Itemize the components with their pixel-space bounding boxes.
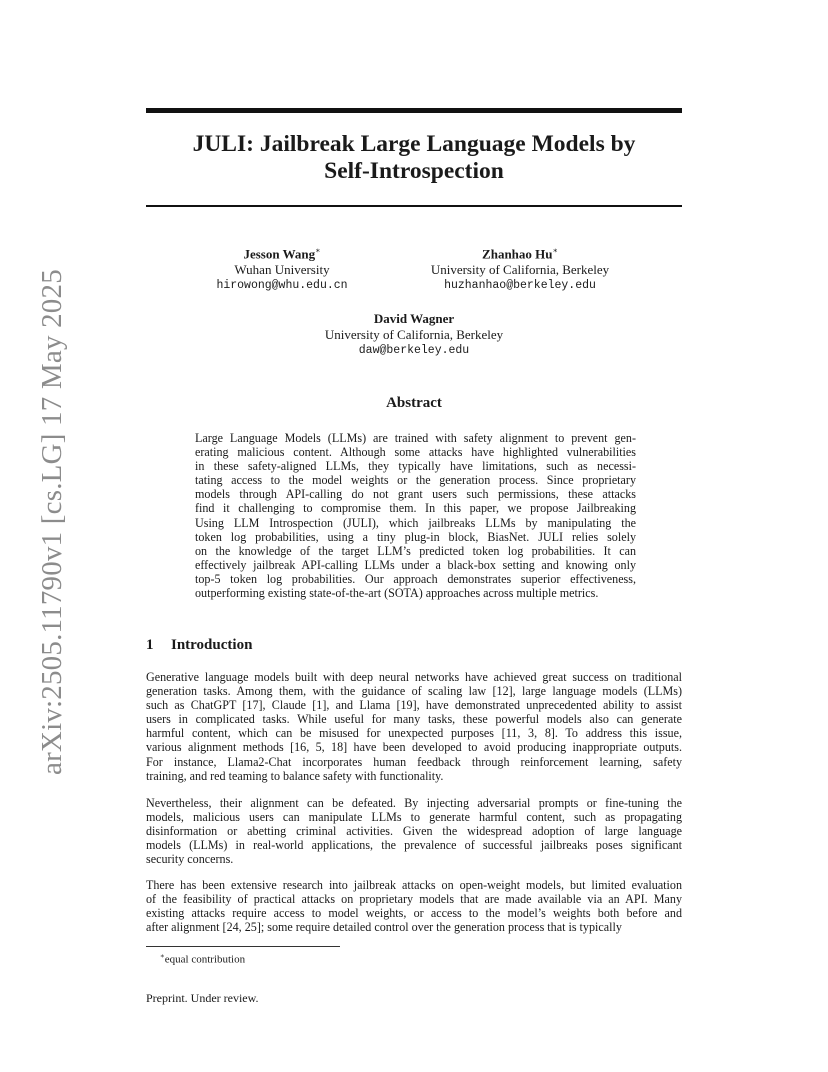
section-title: Introduction — [171, 637, 253, 653]
paragraph-line: security concerns. — [146, 852, 234, 867]
paragraph-line: Nevertheless, their alignment can be defeated. By injecting adversarial prompts or fine-tuning the — [146, 796, 682, 810]
author-block — [182, 243, 382, 294]
abstract-line: Using LLM Introspection (JULI), which jailbreaks LLMs by manipulating the — [195, 515, 636, 530]
abstract-text — [195, 431, 636, 600]
title-top-rule — [146, 108, 682, 113]
abstract-line: effectively jailbreak API-calling LLMs under a black-box setting and knowing only — [195, 557, 636, 572]
abstract-line: erating malicious content. Although some attacks have highlighted vulnerabilities — [195, 445, 636, 460]
footnote-mark: ∗ — [160, 952, 165, 960]
title-bottom-rule — [146, 205, 682, 207]
paragraph-line: of the feasibility of practical attacks on proprietary models that are made available via an API. Many — [146, 892, 682, 907]
author-affiliation: Wuhan University — [234, 262, 330, 278]
footnote — [160, 950, 245, 967]
paper-title — [146, 131, 682, 185]
author-email: hirowong@whu.edu.cn — [216, 279, 348, 293]
paragraph-line: users in complicated tasks. While useful for many tasks, these powerful models also can generate — [146, 712, 682, 727]
footnote-rule — [146, 946, 340, 947]
arxiv-identifier: arXiv:2505.11790v1 [cs.LG] 17 May 2025 — [36, 269, 68, 775]
author-mark: ∗ — [552, 246, 558, 255]
paragraph-line: existing attacks require access to model weights, or access to the model’s weights both before and — [146, 906, 682, 921]
paragraph-line: For instance, Llama2-Chat incorporates human feedback through reinforcement learning, safety — [146, 754, 682, 769]
paragraph-line: after alignment [24, 25]; some require detailed control over the generation process that is typically — [146, 920, 622, 935]
footnote-text: equal contribution — [164, 953, 246, 966]
abstract-line: token log probabilities, using a tiny plug-in block, BiasNet. JULI relies solely — [195, 529, 636, 544]
abstract-line: in these safety-aligned LLMs, they typically have limitations, such as necessi- — [195, 459, 636, 474]
author-mark: ∗ — [315, 246, 321, 255]
author-affiliation: University of California, Berkeley — [324, 327, 504, 342]
paragraph-line: models (LLMs) in real-world applications, the prevalence of successful jailbreaks poses significant — [146, 838, 682, 853]
author-email: huzhanhao@berkeley.edu — [444, 279, 596, 293]
paragraph-line: generation tasks. Among them, with the guidance of scaling law [12], large language models (LLMs) — [146, 684, 682, 699]
author-name: Zhanhao Hu — [482, 246, 553, 262]
author-block — [294, 311, 534, 359]
abstract-line: Large Language Models (LLMs) are trained with safety alignment to prevent gen- — [195, 431, 636, 445]
paragraph-line: harmful content, which can be misused for unexpected purposes [11, 3, 8]. To address this issue, — [146, 726, 682, 741]
preprint-note: Preprint. Under review. — [146, 991, 259, 1005]
abstract-line: outperforming existing state-of-the-art (SOTA) approaches across multiple metrics. — [195, 586, 599, 601]
abstract-line: top-5 token log probabilities. Our approach demonstrates superior effectiveness, — [195, 571, 636, 586]
title-line: Self-Introspection — [324, 158, 504, 184]
abstract-line: tating access to the model weights or the generation process. Since proprietary — [195, 473, 636, 488]
abstract-line: on the knowledge of the target LLM’s predicted token log probabilities. It can — [195, 543, 636, 558]
paragraph-line: models, malicious users can manipulate LLMs to generate harmful content, such as propagating — [146, 810, 682, 825]
paragraph-line: training, and red teaming to balance safety with functionality. — [146, 768, 444, 783]
paragraph — [146, 670, 682, 783]
section-number: 1 — [146, 637, 154, 653]
author-name: David Wagner — [373, 311, 455, 326]
paragraph — [146, 878, 682, 934]
paragraph-line: disinformation or abetting criminal activities. Given the widespread adoption of large language — [146, 824, 682, 839]
paragraph-line: Generative language models built with deep neural networks have achieved great success on traditional — [146, 670, 682, 684]
paragraph-line: such as ChatGPT [17], Claude [1], and Llama [19], have demonstrated unprecedented ability to assist — [146, 698, 682, 713]
author-affiliation: University of California, Berkeley — [430, 262, 610, 278]
author-block — [410, 243, 630, 294]
abstract-heading: Abstract — [386, 395, 442, 411]
abstract-line: find it challenging to compromise them. In this paper, we propose Jailbreaking — [195, 501, 636, 516]
author-name: Jesson Wang — [243, 246, 316, 262]
title-line: JULI: Jailbreak Large Language Models by — [192, 131, 636, 157]
abstract-line: models through API-calling do not grant users such permissions, these attacks — [195, 487, 636, 502]
paragraph-line: various alignment methods [16, 5, 18] have been developed to avoid producing inappropriate outputs. — [146, 740, 682, 755]
section-heading — [146, 637, 252, 654]
paragraph — [146, 796, 682, 866]
author-email: daw@berkeley.edu — [358, 344, 470, 357]
paragraph-line: There has been extensive research into jailbreak attacks on open-weight models, but limited evaluation — [146, 878, 682, 892]
